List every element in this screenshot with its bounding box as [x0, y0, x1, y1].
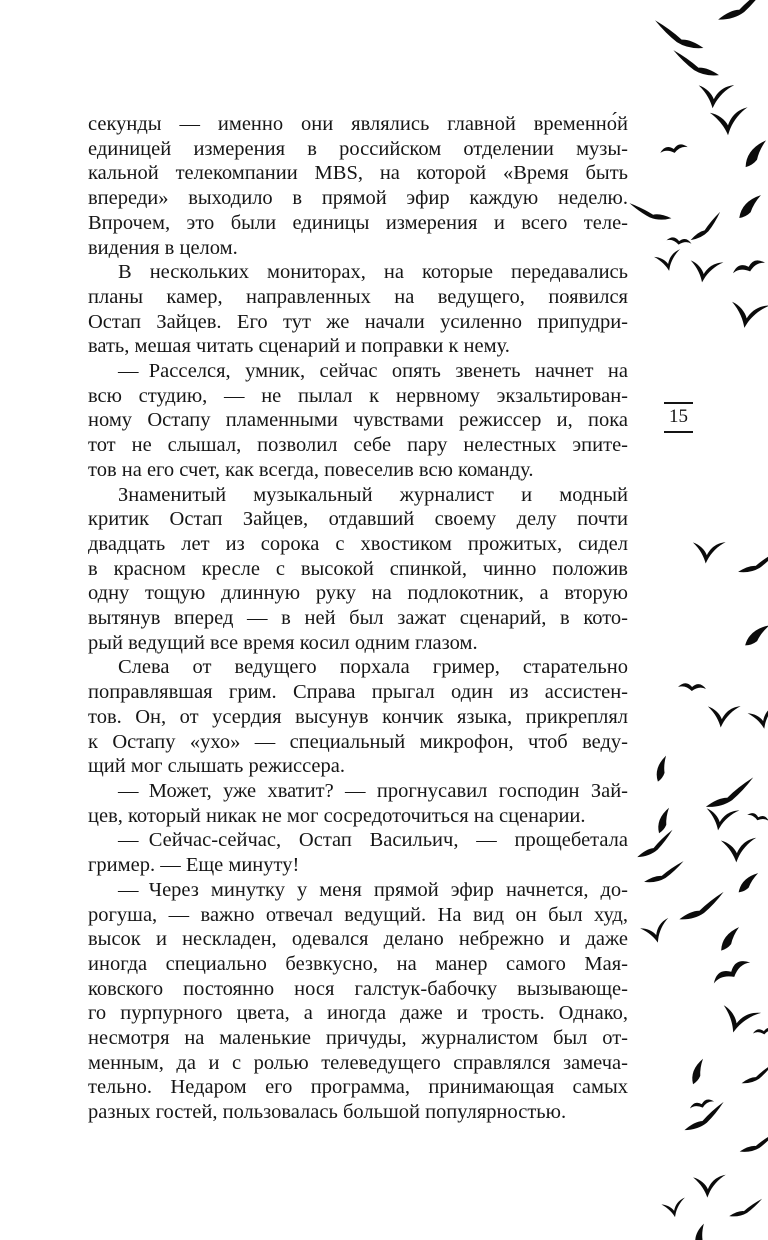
text-line: секунды — именно они являлись главной временно́й [88, 113, 628, 135]
bird-icon [703, 777, 757, 807]
text-line: тов. Он, от усердия высунув кончик языка, прикреплял [88, 705, 628, 728]
bird-icon [747, 705, 768, 731]
bird-icon [710, 107, 748, 135]
text-line: гример. — Еще минуту! [88, 854, 300, 877]
text-line: Слева от ведущего порхала гример, старательно [118, 656, 628, 679]
bird-icon [666, 236, 692, 246]
bird-icon [728, 1199, 763, 1217]
text-line: — Сейчас-сейчас, Остап Васильич, — прощебетала [118, 829, 628, 852]
text-line: ковского постоянно нося галстук-бабочку вызывающе- [88, 977, 628, 1000]
bird-icon [693, 1224, 707, 1240]
text-line: критик Остап Зайцев, отдавший своему делу почти [88, 508, 628, 531]
bird-icon [745, 619, 768, 651]
text-line: Остап Зайцев. Его тут же начали усиленно припудри- [88, 310, 628, 333]
text-line: — Расселся, умник, сейчас опять звенеть начнет на [118, 360, 628, 383]
text-line: вать, мешая читать сценарий и поправки к нему. [88, 335, 510, 358]
bird-icon [711, 957, 753, 987]
text-line: го пурпурного цвета, а иногда даже и трость. Однако, [88, 1002, 628, 1025]
bird-icon [721, 924, 739, 953]
bird-icon [687, 256, 724, 286]
text-line: впереди» выходило в прямой эфир каждую неделю. [88, 187, 628, 210]
bird-icon [739, 1064, 768, 1084]
text-line: кальной телекомпании MBS, на которой «Время быть [88, 162, 628, 185]
text-line: ному Остапу пламенными чувствами режиссер и, пока [88, 409, 628, 432]
text-line: тот не слышал, позволил себе пару нелестных эпите- [88, 434, 628, 457]
page-number-marker [664, 402, 693, 433]
bird-icon [629, 200, 671, 222]
text-line: тельно. Недаром его программа, принимающая самых [88, 1076, 628, 1099]
bird-icon [661, 1198, 688, 1219]
text-line: щий мог слышать режиссера. [88, 755, 346, 778]
bird-icon [716, 1000, 761, 1039]
text-line: тов на его счет, как всегда, повеселив всю команду. [88, 458, 534, 481]
text-line: разных гостей, пользовалась большой популярностью. [88, 1101, 567, 1124]
text-line: рый ведущий все время косил одним глазом. [88, 631, 478, 654]
bird-icon [727, 296, 768, 332]
bird-icon [659, 143, 688, 156]
text-line: видения в целом. [88, 236, 238, 259]
bird-icon [685, 212, 726, 241]
text-line: — Может, уже хватит? — прогнусавил господин Зай- [118, 779, 628, 802]
text-line: единицей измерения в российском отделении музы- [88, 137, 628, 160]
text-line: высок и нескладен, одевался делано небрежно и даже [88, 928, 628, 951]
page-text [88, 112, 628, 1125]
bird-icon [745, 137, 766, 170]
text-line: вытянув вперед — в ней был зажат сценарий, в кото- [88, 607, 628, 630]
bird-icon [690, 538, 725, 566]
bird-icon [689, 1098, 715, 1111]
bird-icon [739, 1132, 768, 1152]
page-number: 15 [669, 406, 688, 427]
bird-icon [692, 1173, 726, 1199]
text-line: планы камер, направленных на ведущего, появился [88, 285, 628, 308]
text-line: менным, да и с ролью телеведущего справлялся замеча- [88, 1051, 628, 1074]
text-line: Знаменитый музыкальный журналист и модный [118, 483, 628, 506]
bird-icon [671, 50, 720, 76]
bird-icon [680, 1102, 727, 1131]
text-line: двадцать лет из сорока с хвостиком прожитых, сидел [88, 532, 628, 555]
text-line: Впрочем, это были единицы измерения и всего теле- [88, 211, 628, 234]
bird-icon [633, 830, 677, 858]
bird-icon [691, 1059, 705, 1084]
bird-icon [738, 869, 758, 896]
bird-icon [653, 20, 706, 49]
bird-icon [737, 551, 768, 573]
text-line: поправлявшая грим. Справа прыгал один из ассистен- [88, 681, 628, 704]
text-line: несмотря на маленькие причуды, журналистом был от- [88, 1027, 628, 1050]
text-line: рогуша, — важно отвечал ведущий. На вид он был худ, [88, 903, 628, 926]
bird-icon [703, 804, 740, 834]
text-line: иногда специально безвкусно, на манер самого Мая- [88, 952, 628, 975]
bird-icon [657, 808, 671, 833]
text-line: В нескольких мониторах, на которые передавались [118, 261, 628, 284]
text-line: в красном кресле с высокой спинкой, чинно положив [88, 557, 628, 580]
bird-icon [653, 249, 683, 273]
bird-icon [639, 918, 673, 946]
bird-icon [696, 80, 734, 111]
bird-icon [739, 191, 761, 222]
bird-icon [747, 812, 768, 824]
bird-icon [752, 1027, 768, 1036]
text-line: одну тощую длинную руку на подлокотник, а вторую [88, 582, 628, 605]
bird-icon [714, 0, 768, 21]
bird-icon [678, 683, 706, 692]
bird-icon [643, 861, 685, 883]
bird-icon [719, 835, 756, 863]
bird-icon [654, 756, 669, 782]
text-line: — Через минутку у меня прямой эфир начнется, до- [118, 878, 628, 901]
text-line: к Остапу «ухо» — специальный микрофон, чтоб веду- [88, 730, 628, 753]
bird-icon [731, 258, 766, 277]
text-line: цев, который никак не мог сосредоточиться на сценарии. [88, 804, 586, 827]
bird-icon [676, 892, 726, 920]
text-line: всю студию, — не пылал к нервному экзальтирован- [88, 384, 628, 407]
bird-icon [705, 702, 740, 730]
